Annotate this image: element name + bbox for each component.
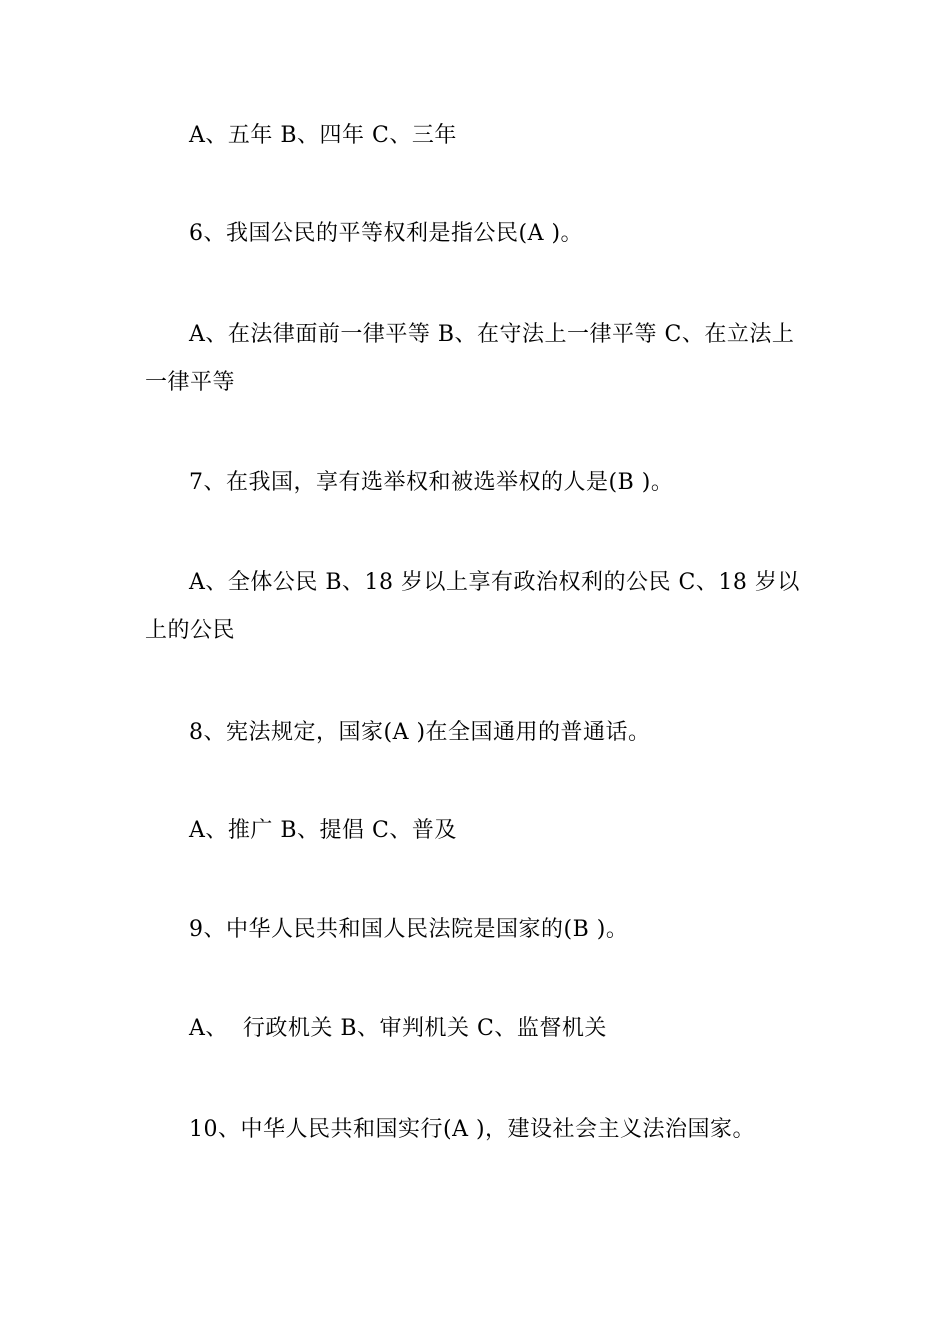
question-8: 8、宪法规定，国家(A )在全国通用的普通话。 [189,720,651,745]
option-line-q5: A、五年 B、四年 C、三年 [189,123,457,148]
question-10: 10、中华人民共和国实行(A )，建设社会主义法治国家。 [189,1117,756,1142]
option-line-q7: A、全体公民 B、18 岁以上享有政治权利的公民 C、18 岁以上的公民 [145,570,800,643]
option-line-q8: A、推广 B、提倡 C、普及 [189,818,457,843]
option-line-q6: A、在法律面前一律平等 B、在守法上一律平等 C、在立法上一律平等 [145,322,795,395]
question-6: 6、我国公民的平等权利是指公民(A )。 [189,221,584,246]
option-line-q9: A、 行政机关 B、审判机关 C、监督机关 [189,1016,607,1041]
question-9: 9、中华人民共和国人民法院是国家的(B )。 [189,917,629,942]
question-7: 7、在我国，享有选举权和被选举权的人是(B )。 [189,470,674,495]
